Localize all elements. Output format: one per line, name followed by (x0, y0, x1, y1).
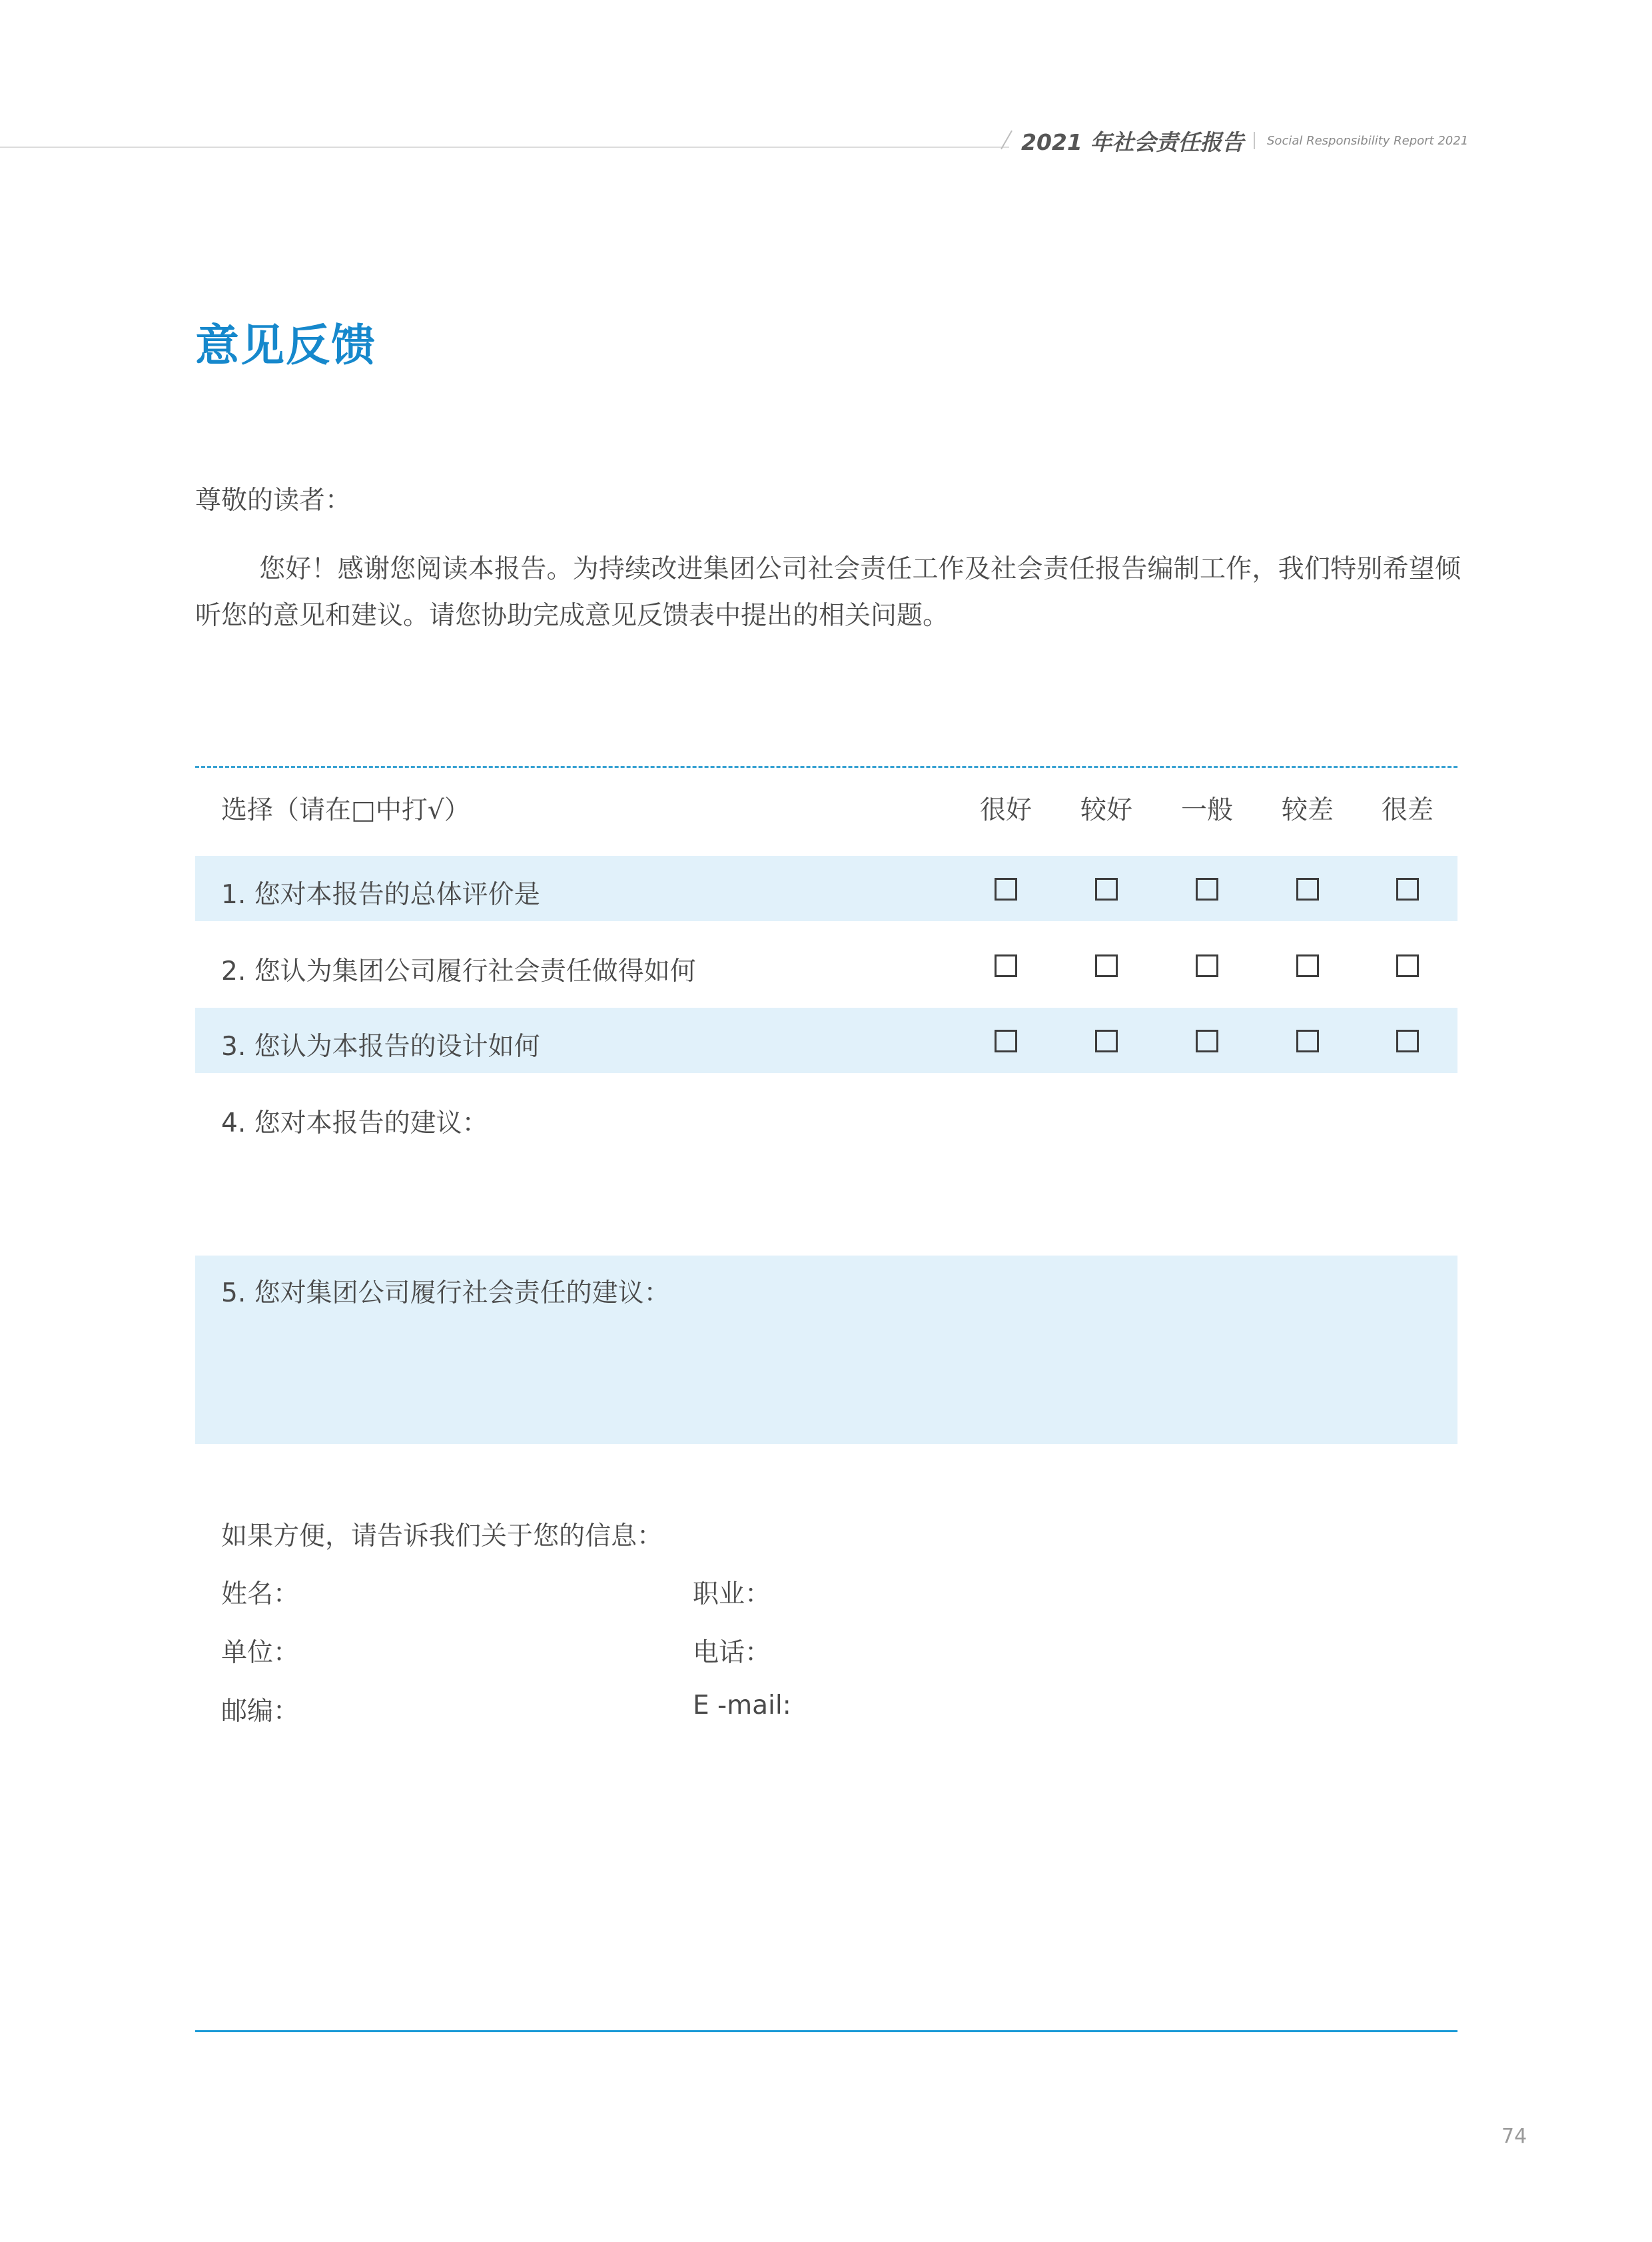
name-label: 姓名： (221, 1579, 300, 1609)
q1-good-checkbox[interactable] (1095, 878, 1118, 901)
q3-good-checkbox[interactable] (1095, 1030, 1118, 1052)
q2-very-good-checkbox[interactable] (995, 954, 1017, 977)
q3-poor-checkbox[interactable] (1296, 1030, 1319, 1052)
question-5-text: 5. 您对集团公司履行社会责任的建议： (221, 1278, 670, 1308)
greeting: 尊敬的读者： (195, 486, 352, 516)
q2-good-checkbox[interactable] (1095, 954, 1118, 977)
unit-label: 单位： (221, 1638, 300, 1668)
rating-header-good: 较好 (1080, 795, 1132, 825)
table-header-label: 选择（请在□中打√） (221, 795, 470, 825)
q2-very-poor-checkbox[interactable] (1396, 954, 1419, 977)
header-separator (1254, 132, 1255, 149)
q1-average-checkbox[interactable] (1196, 878, 1218, 901)
q1-very-good-checkbox[interactable] (995, 878, 1017, 901)
question-3-text: 3. 您认为本报告的设计如何 (221, 1032, 540, 1062)
intro-paragraph: 您好！感谢您阅读本报告。为持续改进集团公司社会责任工作及社会责任报告编制工作，我们特别希望倾听您的意见和建议。请您协助完成意见反馈表中提出的相关问题。 (195, 554, 1461, 631)
q2-average-checkbox[interactable] (1196, 954, 1218, 977)
report-title: 2021 年社会责任报告 (1021, 129, 1244, 155)
question-1-text: 1. 您对本报告的总体评价是 (221, 880, 540, 910)
report-subtitle: Social Responsibility Report 2021 (1267, 134, 1469, 148)
rating-header-very-good: 很好 (979, 795, 1032, 825)
rating-header-very-poor: 很差 (1381, 795, 1434, 825)
phone-label: 电话： (693, 1638, 771, 1668)
q2-poor-checkbox[interactable] (1296, 954, 1319, 977)
q3-very-good-checkbox[interactable] (995, 1030, 1017, 1052)
page-number: 74 (1501, 2125, 1527, 2148)
q1-poor-checkbox[interactable] (1296, 878, 1319, 901)
q3-average-checkbox[interactable] (1196, 1030, 1218, 1052)
q1-very-poor-checkbox[interactable] (1396, 878, 1419, 901)
postcode-label: 邮编： (221, 1696, 300, 1726)
email-label: E -mail: (693, 1690, 791, 1720)
rating-header-average: 一般 (1180, 795, 1233, 825)
page-title: 意见反馈 (195, 320, 376, 371)
bottom-rule (195, 2030, 1457, 2032)
question-2-text: 2. 您认为集团公司履行社会责任做得如何 (221, 956, 696, 986)
header-rule (0, 147, 1009, 148)
info-title: 如果方便，请告诉我们关于您的信息： (221, 1521, 663, 1551)
q3-very-poor-checkbox[interactable] (1396, 1030, 1419, 1052)
table-dashed-rule (195, 766, 1457, 768)
rating-header-poor: 较差 (1281, 795, 1334, 825)
occupation-label: 职业： (693, 1579, 771, 1609)
question-4-text: 4. 您对本报告的建议： (221, 1108, 488, 1138)
